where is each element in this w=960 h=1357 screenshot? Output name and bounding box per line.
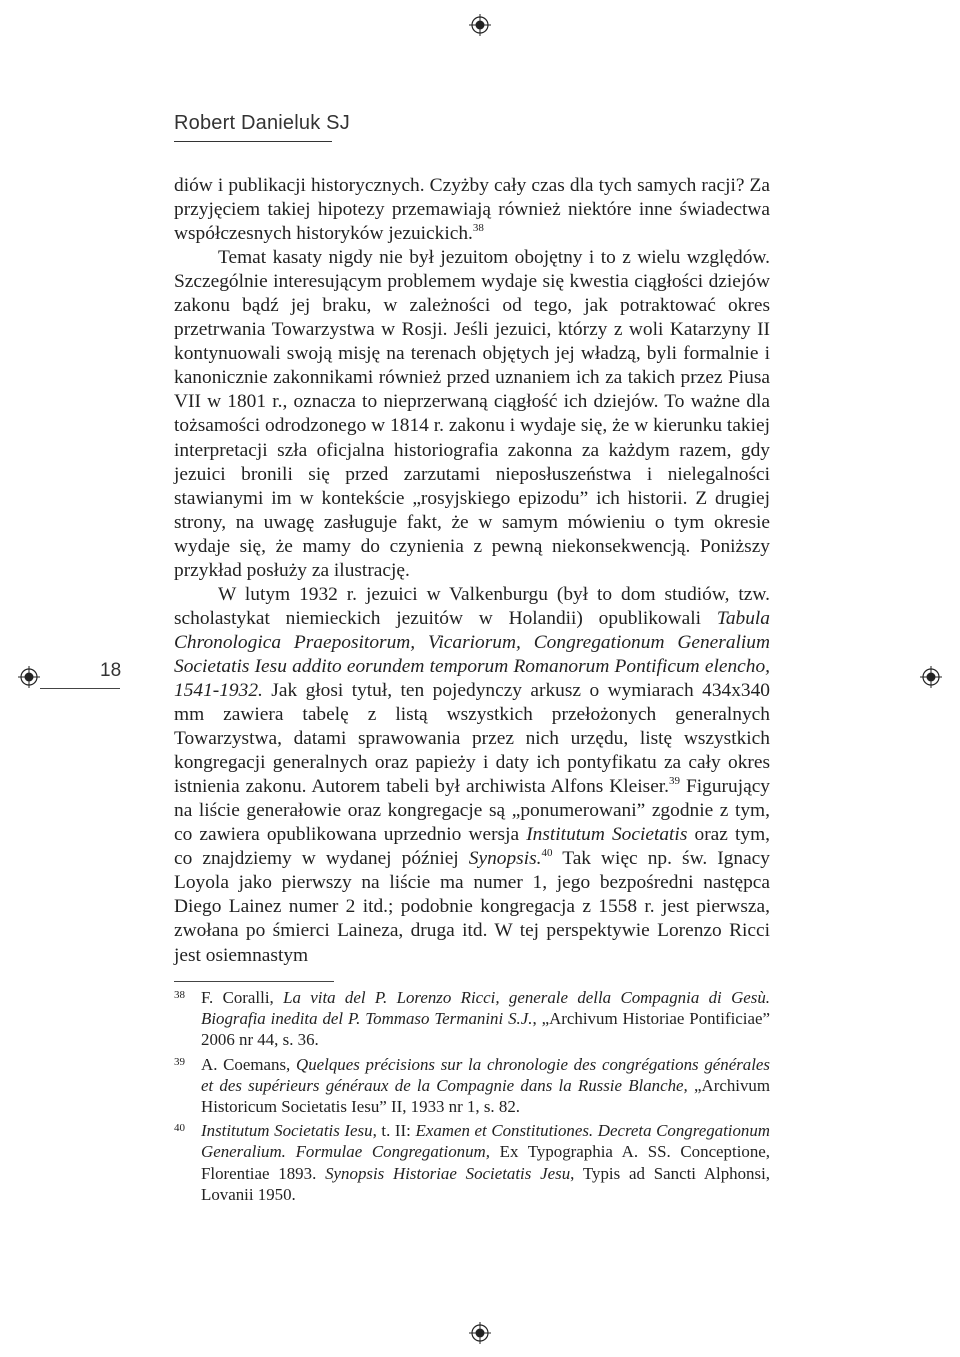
paragraph-1: diów i publikacji historycznych. Czyżby cały czas dla tych samych racji? Za przyjęciem takiej hipotezy przemawiają również niektóre inne świadectwa współczesnych historyków jezuickich.$^{38}$ — [174, 175, 770, 245]
footnotes — [174, 987, 770, 1208]
footnote-number: 39 — [174, 1055, 185, 1068]
footnote-39: 39 A. Coemans, Quelques précisions sur la chronologie des congrégations générales et des supérieurs généraux de la Compagnie dans la Russie Blanche, „Archivum Historicum Societatis Iesu” II, 1933 nr 1, s. 82. — [174, 1054, 770, 1118]
registration-mark-top-icon — [469, 14, 491, 36]
page-number: 18 — [100, 660, 122, 681]
paragraph-2: Temat kasaty nigdy nie był jezuitom obojętny i to z wielu względów. Szczególnie interesującym problemem wydaje się kwestia ciągłości dziejów zakonu bądź jej braku, w zależności od tego, jak potraktować okres przetrwania Towarzystwa w Rosji. Jeśli jezuici, którzy z woli Katarzyny II kontynuowali swoją misję na terenach objętych jej władzą, byli formalnie i kanonicznie zakonnikami również przed uznaniem ich za takich przez Piusa VII w 1801 r., oznacza to nieprzerwaną ciągłość ich dziejów. To ważne dla tożsamości odrodzonego w 1814 r. zakonu i wydaje się, że w kierunku takiej interpretacji szła oficjalna historiografia zakonna za każdym razem, gdy jezuici bronili się przed zarzutami nieposłuszeństwa i nielegalności stawianymi im w kontekście „rosyjskiego epizodu” ich historii. Z drugiej strony, na uwagę zasługuje fakt, że w samym mówieniu o tym okresie wydaje się, że mamy do czynienia z pewną niekonsekwencją. Poniższy przykład posłuży za ilustrację. — [174, 247, 770, 581]
paragraph-3: W lutym 1932 r. jezuici w Valkenburgu (był to dom studiów, tzw. scholastykat niemieckich jezuitów w Holandii) opublikowali Tabula Chronologica Praepositorum, Vicariorum, Congregationum Generalium Societatis Iesu addito eorundem temporum Romanorum Pontificum elencho, 1541-1932. Jak głosi tytuł, ten pojedynczy arkusz o wymiarach 434x340 mm zawiera tabelę z listą wszystkich przełożonych generalnych Towarzystwa, datami sprawowania przez nich urzędu, listę wszystkich kongregacji generalnych oraz papieży i daty ich pontyfikatu za cały okres istnienia zakonu. Autorem tabeli był archiwista Alfons Kleiser.$^{39}$ Figurujący na liście generałowie oraz kongregacje są „ponumerowani” zgodnie z tym, co zawiera opublikowana uprzednio wersja Institutum Societatis oraz tym, co znajdziemy w wydanej później Synopsis.$^{40}$ Tak więc np. św. Ignacy Loyola jako pierwszy na liście ma numer 1, jego bezpośredni następca Diego Lainez numer 2 itd.; podobnie kongregacja z 1558 r. jest pierwsza, zwołana po śmierci Laineza, druga itd. W tej perspektywie Lorenzo Ricci jest osiemnastym — [174, 583, 771, 966]
body-text — [174, 174, 770, 968]
registration-mark-left-icon — [18, 666, 40, 688]
footnote-number: 40 — [174, 1122, 185, 1135]
footnote-number: 38 — [174, 989, 185, 1001]
running-head: Robert Danieluk SJ — [174, 112, 350, 134]
footnote-ref-38[interactable]: 38 — [472, 221, 484, 234]
footnote-ref-39[interactable]: 39 — [669, 774, 681, 787]
registration-mark-bottom-icon — [469, 1322, 491, 1344]
running-head-rule — [174, 141, 332, 142]
page-number-rule — [40, 688, 120, 689]
footnote-38: 38 F. Coralli, La vita del P. Lorenzo Ricci, generale della Compagnia di Gesù. Biografia inedita del P. Tommaso Termanini S.J., „Archivum Historiae Pontificiae” 2006 nr 44, s. 36. — [174, 987, 770, 1051]
footnote-40: 40 Institutum Societatis Iesu, t. II: Examen et Constitutiones. Decreta Congregationum Generalium. Formulae Congregationum, Ex Typographia A. SS. Conceptione, Florentiae 1893. Synopsis Historiae Societatis Jesu, Typis ad Sancti Alphonsi, Lovanii 1950. — [174, 1120, 770, 1205]
registration-mark-right-icon — [920, 666, 942, 688]
footnote-ref-40[interactable]: 40 — [541, 846, 553, 859]
tabula-title: Tabula Chronologica Praepositorum, Vicariorum, Congregationum Generalium Societatis Iesu addito eorundem temporum Romanorum Pontificum elencho, 1541-1932. — [174, 607, 770, 701]
footnote-separator — [174, 981, 334, 982]
